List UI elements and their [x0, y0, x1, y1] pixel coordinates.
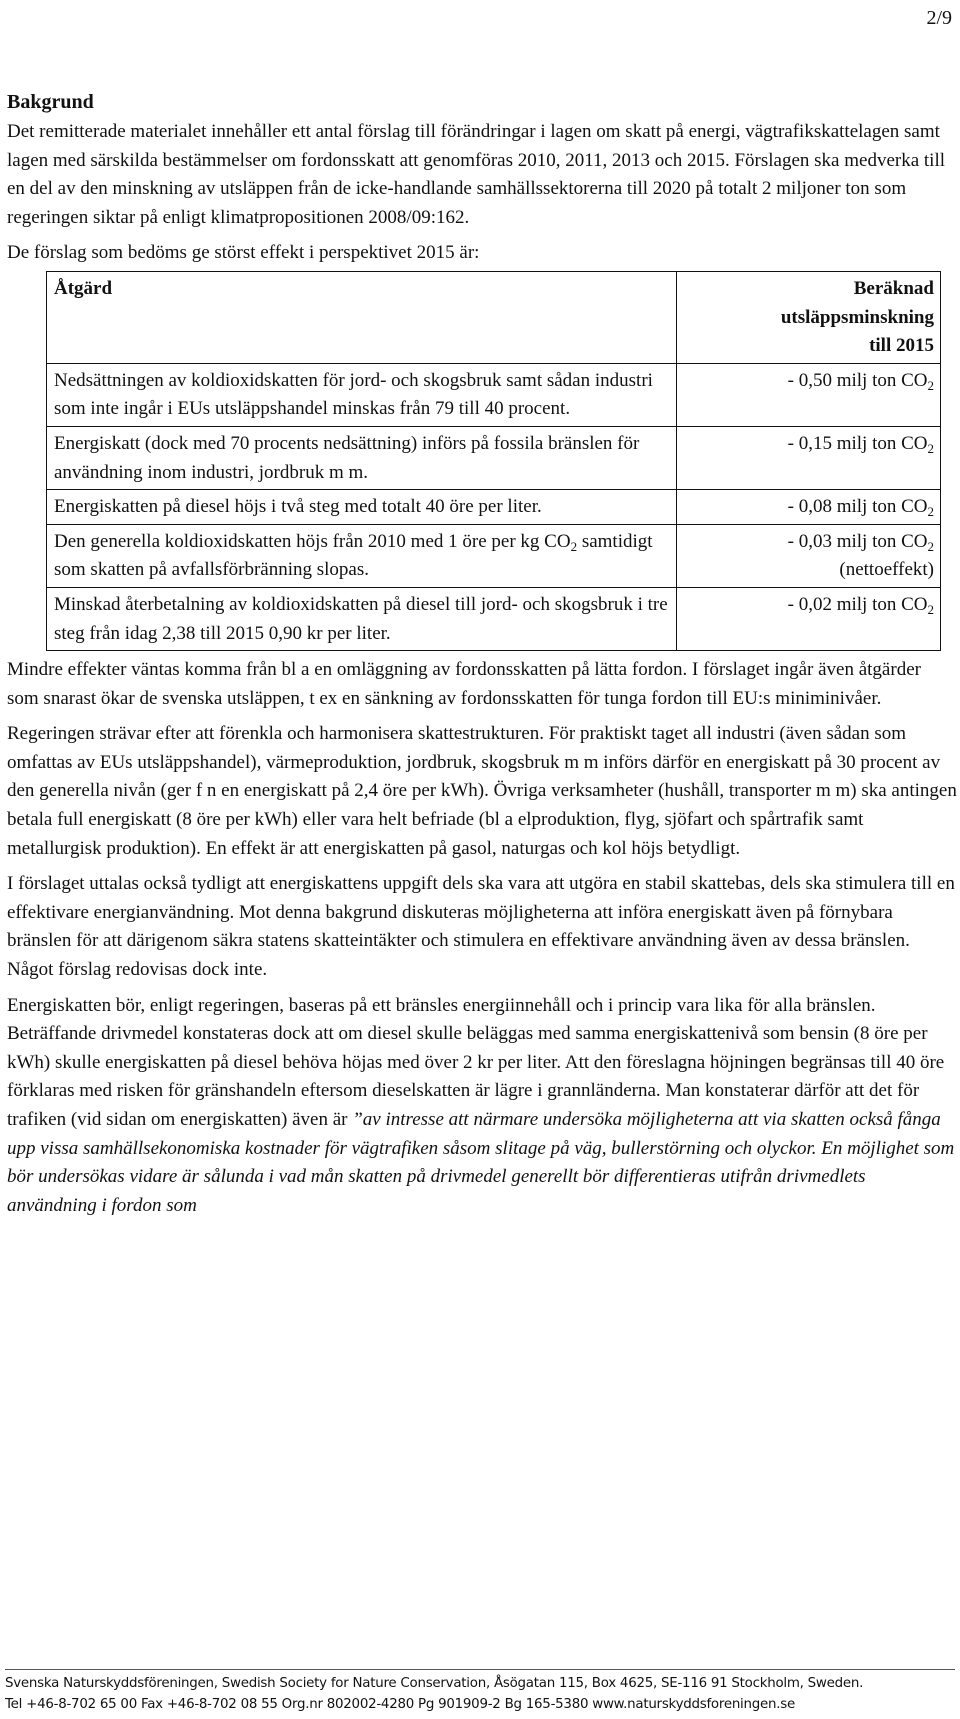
effect-cell: [677, 524, 941, 587]
measures-table: [46, 271, 941, 651]
simplify-paragraph: Regeringen strävar efter att förenkla och harmonisera skattestrukturen. För praktiskt taget all industri (även sådan som omfattas av EUs utsläppshandel), värmeproduktion, jordbruk, skogsbruk m m införs därför en energiskatt på 30 procent av den generella nivån (ger f n en energiskatt på 2,4 öre per kWh). Övriga verksamheter (hushåll, transporter m m) ska antingen betala full energiskatt (8 öre per kWh) eller vara helt befriade (bl a elproduktion, flyg, sjöfart och spårtrafik samt metallurgisk produktion). En effekt är att energiskatten på gasol, naturgas och kol höjs betydligt.: [7, 723, 957, 859]
table-row: [47, 490, 941, 525]
table-row: [47, 426, 941, 489]
minor-effects-paragraph: Mindre effekter väntas komma från bl a en omläggning av fordonsskatten på lätta fordon. I förslaget ingår även åtgärder som snarast ökar de svenska utsläppen, t ex en sänkning av fordonsskatten för tunga fordon till EU:s miniminivåer.: [7, 659, 921, 709]
document-body: [7, 88, 957, 1227]
footer: [0, 1673, 960, 1715]
measure-cell: Minskad återbetalning av koldioxidskatten på diesel till jord- och skogsbruk i tre steg från idag 2,38 till 2015 0,90 kr per liter.: [47, 587, 677, 650]
effect-value: - 0,08 milj ton CO: [787, 496, 928, 518]
table-header-row: [47, 271, 941, 363]
effect-subscript: 2: [927, 377, 934, 393]
effect-cell: [677, 587, 941, 650]
effect-subscript: 2: [927, 440, 934, 456]
header-measure: Åtgärd: [47, 271, 677, 363]
header-effect-line-1: Beräknad: [853, 277, 934, 299]
effect-cell: [677, 490, 941, 525]
measure-text-a: Den generella koldioxidskatten höjs från 2010 med 1 öre per kg CO: [54, 530, 571, 552]
table-intro: De förslag som bedöms ge störst effekt i perspektivet 2015 är:: [7, 242, 480, 264]
effect-value: - 0,02 milj ton CO: [787, 593, 928, 615]
footer-divider: [5, 1669, 955, 1670]
header-effect: [677, 271, 941, 363]
effect-value: - 0,15 milj ton CO: [787, 432, 928, 454]
measure-cell: Nedsättningen av koldioxidskatten för jord- och skogsbruk samt sådan industri som inte ingår i EUs utsläppshandel minskas från 79 till 40 procent.: [47, 363, 677, 426]
effect-cell: [677, 363, 941, 426]
table-row: [47, 524, 941, 587]
effect-value: - 0,03 milj ton CO: [787, 530, 928, 552]
effect-line: [684, 528, 934, 557]
energy-paragraph-quote: ”av intresse att närmare undersöka möjligheterna att via skatten också fånga upp vissa samhällsekonomiska kostnader för vägtrafiken såsom slitage på väg, bullerstörning och olyckor. En möjlighet som bör undersökas vidare är sålunda i vad mån skatten på drivmedel generellt bör differentieras utifrån drivmedlets användning i fordon som: [7, 1109, 955, 1216]
table-row: [47, 363, 941, 426]
footer-address: Svenska Naturskyddsföreningen, Swedish Society for Nature Conservation, Åsögatan 115, Box 4625, SE-116 91 Stockholm, Sweden.: [5, 1676, 864, 1691]
page-number: 2/9: [926, 7, 952, 29]
effect-subscript: 2: [927, 504, 934, 520]
effect-note: (nettoeffekt): [839, 559, 934, 581]
energy-paragraph-plain: Energiskatten bör, enligt regeringen, baseras på ett bränsles energiinnehåll och i princip vara lika för alla bränslen. Beträffande drivmedel konstateras dock att om diesel skulle beläggas med samma energiskattenivå som bensin (8 öre per kWh) skulle energiskatten på diesel behöva höjas med över 2 kr per liter. Att den föreslagna höjningen begränsas till 40 öre förklaras med risken för gränshandeln eftersom dieselskatten är lägre i grannländerna. Man konstaterar därför att det för trafiken (vid sidan om energiskatten) även är: [7, 994, 945, 1130]
header-effect-line-3: till 2015: [869, 335, 934, 357]
table-row: [47, 587, 941, 650]
section-heading: Bakgrund: [7, 91, 94, 113]
measure-text-b: samtidigt som skatten på avfallsförbränning slopas.: [54, 530, 653, 581]
stable-tax-paragraph: I förslaget uttalas också tydligt att energiskattens uppgift dels ska vara att utgöra en stabil skattebas, dels ska stimulera till en effektivare energianvändning. Mot denna bakgrund diskuteras möjligheterna att införa energiskatt även på förnybara bränslen för att därigenom säkra statens skatteintäkter och stimulera en effektivare användning även av dessa bränslen. Något förslag redovisas dock inte.: [7, 873, 955, 981]
effect-subscript: 2: [927, 601, 934, 617]
energy-content-paragraph: [7, 992, 957, 1221]
effect-value: - 0,50 milj ton CO: [787, 369, 928, 391]
intro-paragraph: Det remitterade materialet innehåller ett antal förslag till förändringar i lagen om skatt på energi, vägtrafikskattelagen samt lagen med särskilda bestämmelser om fordonsskatt att genomföras 2010, 2011, 2013 och 2015. Förslagen ska medverka till en del av den minskning av utsläppen från de icke-handlande samhällssektorerna till 2020 på totalt 2 miljoner ton som regeringen siktar på enligt klimatpropositionen 2008/09:162.: [7, 121, 946, 228]
effect-cell: [677, 426, 941, 489]
measure-cell: [47, 524, 677, 587]
effect-subscript: 2: [927, 538, 934, 554]
measure-cell: Energiskatten på diesel höjs i två steg med totalt 40 öre per liter.: [47, 490, 677, 525]
footer-contact: Tel +46-8-702 65 00 Fax +46-8-702 08 55 Org.nr 802002-4280 Pg 901909-2 Bg 165-5380 www.naturskyddsforeningen.se: [5, 1697, 795, 1712]
header-effect-line-2: utsläppsminskning: [780, 306, 934, 328]
measure-cell: Energiskatt (dock med 70 procents nedsättning) införs på fossila bränslen för användning inom industri, jordbruk m m.: [47, 426, 677, 489]
measure-subscript: 2: [570, 538, 578, 554]
